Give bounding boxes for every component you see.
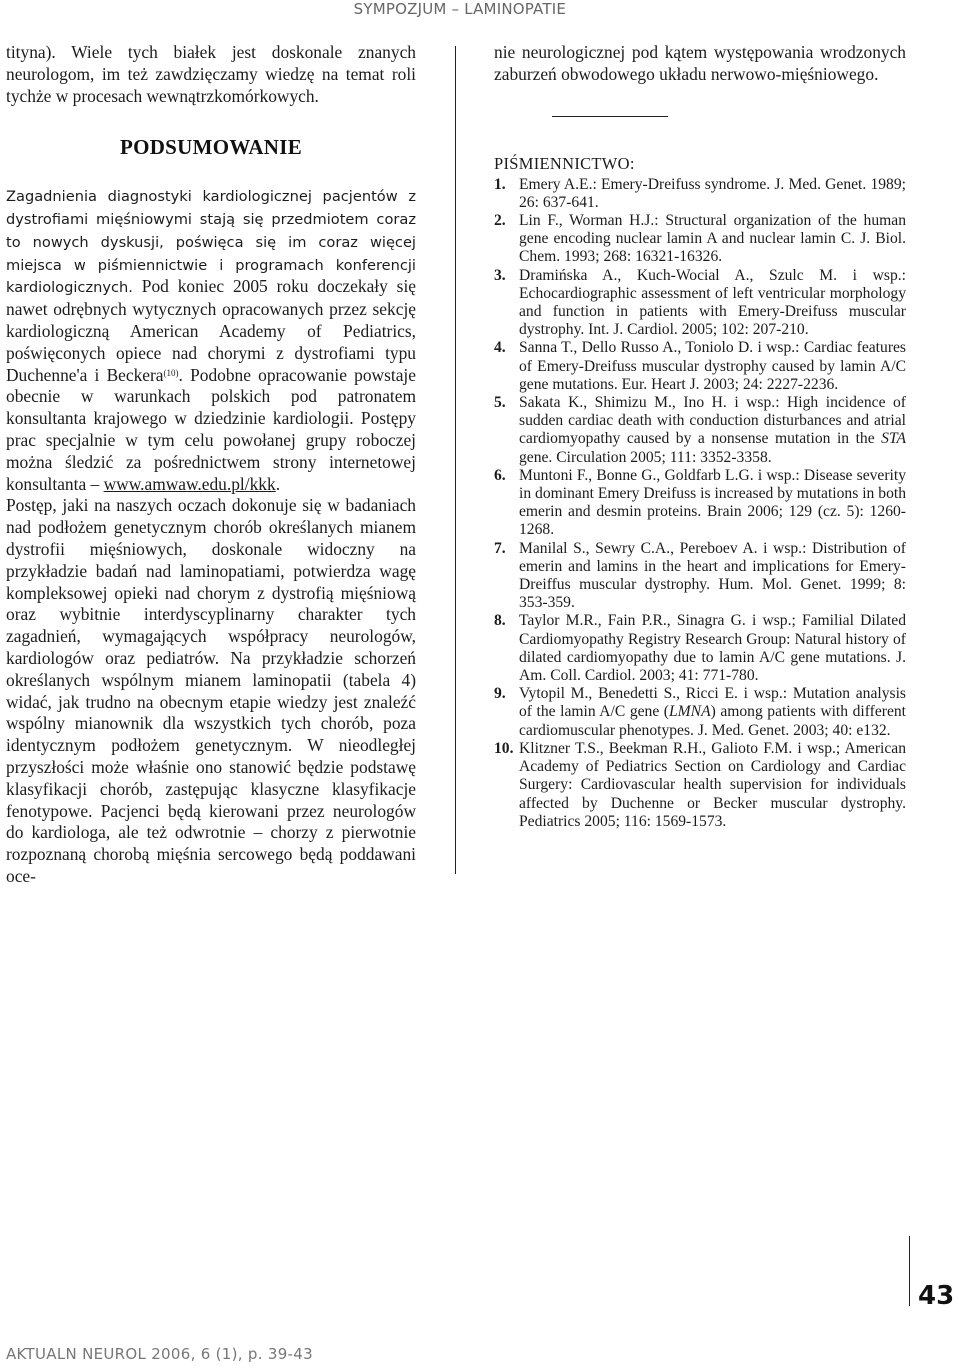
column-divider: [455, 46, 456, 874]
reference-number: 1.: [494, 175, 506, 193]
reference-item: [494, 176, 906, 212]
page-number: 43: [918, 1281, 955, 1311]
citation-sup: (10): [163, 367, 179, 378]
references-title: PIŚMIENNICTWO:: [494, 153, 635, 173]
reference-item: [494, 740, 906, 831]
reference-text-cont: gene. Circulation 2005; 111: 3352-3358.: [519, 448, 772, 466]
footer-citation: AKTUALN NEUROL 2006, 6 (1), p. 39-43: [6, 1345, 313, 1363]
references-list: [494, 176, 906, 831]
reference-number: 2.: [494, 212, 506, 229]
reference-text: Muntoni F., Bonne G., Goldfarb L.G. i wsp.: Disease severity in dominant Emery Dreifuss is increased by mutations in both emerin and desmin proteins. Brain 2006; 129 (cz. 5): 1260-1268.: [519, 466, 906, 539]
reference-text: Sanna T., Dello Russo A., Toniolo D. i wsp.: Cardiac features of Emery-Dreifuss muscular dystrophy caused by lamin A/C gene mutations. Eur. Heart J. 2003; 24: 2227-2236.: [519, 339, 906, 393]
reference-text: Klitzner T.S., Beekman R.H., Galioto F.M. i wsp.; American Academy of Pediatrics Section on Cardiology and Cardiac Surgery: Cardiovascular health supervision for individuals affected by Duchenne or Becker muscular dystrophy. Pediatrics 2005; 116: 1569-1573.: [519, 739, 906, 830]
reference-text: Lin F., Worman H.J.: Structural organization of the human gene encoding nuclear lamin A and nuclear lamin C. J. Biol. Chem. 1993; 268: 16321-16326.: [519, 212, 906, 266]
reference-text: Taylor M.R., Fain P.R., Sinagra G. i wsp.; Familial Dilated Cardiomyopathy Registry Research Group: Natural history of dilated cardiomyopathy due to lamin A/C gene mutations. J. Am. Coll. Cardiol. 2003; 41: 771-780.: [519, 612, 906, 685]
summary-end-period: .: [275, 473, 281, 494]
reference-number: 4.: [494, 339, 506, 357]
reference-number: 6.: [494, 466, 506, 484]
reference-number: 8.: [494, 612, 506, 630]
reference-number: 10.: [494, 739, 514, 757]
running-head: SYMPOZJUM – LAMINOPATIE: [353, 0, 566, 18]
reference-text: Vytopil M., Benedetti S., Ricci E. i wsp.: Mutation analysis of the lamin A/C gene (: [519, 685, 906, 721]
reference-number: 7.: [494, 539, 506, 557]
summary-paragraph-2: Postęp, jaki na naszych oczach dokonuje się w badaniach nad podłożem genetycznym chorób określanych mianem dystrofii mięśniowych, doskonale widoczny na przykładzie badań nad laminopatiami, potwierdza wagę kompleksowej opieki nad chorym z dystrofią mięśniową oraz wybitnie interdyscyplinarny charakter tych zagadnień, wymagających współpracy neurologów, kardiologów oraz pediatrów. Na przykładzie schorzeń określanych wspólnym mianem laminopatii (tabela 4) widać, jak trudno na obecnym etapie wiedzy jest znaleźć wspólny mianownik dla wszystkich tych chorób, poza identycznym podłożem genetycznym. W nieodległej przyszłości może właśnie ono stanowić będzie podstawę klasyfikacji chorób, zastępując klasyczne klasyfikacje fenotypowe. Pacjenci będą kierowani przez neurologów do kardiologa, ale też odwrotnie – chorzy z pierwotnie rozpoznaną chorobą mięśnia sercowego będą poddawani oce-: [6, 495, 416, 886]
intro-paragraph: tityna). Wiele tych białek jest doskonale znanych neurologom, im też zawdzięczamy wiedzę na temat roli tychże w procesach wewnątrzkomórkowych.: [6, 42, 416, 106]
summary-national-text: . Podobne opracowanie powstaje obecnie w warunkach polskich pod patronatem konsultanta krajowego w dziedzinie kardiologii. Postępy prac specjalnie w tym celu powołanej grupy roboczej można śledzić za pośrednictwem strony internetowej konsultanta –: [6, 364, 416, 494]
section-rule: [552, 116, 668, 117]
summary-paragraph-1: [6, 185, 416, 495]
reference-text: Emery A.E.: Emery-Dreifuss syndrome. J. Med. Genet. 1989; 26: 637-641.: [519, 175, 906, 211]
summary-guidelines-text: Pod koniec 2005 roku doczekały się nawet odrębnych wytycznych opracowanych przez sekcję kardiologiczną American Academy of Pediatrics, poświęconych opiece nad chorymi z dystrofiami typu Duchenne'a i Beckera: [6, 276, 416, 385]
summary-sans-text: Zagadnienia diagnostyki kardiologicznej pacjentów z dystrofiami mięśniowymi stają się przedmiotem coraz to nowych dyskusji, poświęca się im coraz więcej miejsca w piśmiennictwie i programach konferencji kardiologicznych.: [6, 188, 416, 297]
reference-gene-italic: STA: [881, 430, 906, 448]
reference-number: 3.: [494, 266, 506, 284]
reference-item: [494, 467, 906, 540]
reference-text-cont: ) among patients with different cardiomuscular phenotypes. J. Med. Genet. 2003; 40: e132.: [519, 703, 906, 739]
reference-item: [494, 685, 906, 740]
consultant-website-link[interactable]: www.amwaw.edu.pl/kkk: [103, 473, 276, 494]
reference-item: [494, 339, 906, 394]
left-column: [6, 42, 416, 888]
reference-number: 9.: [494, 685, 506, 703]
reference-gene-italic: LMNA: [669, 703, 711, 721]
reference-item: [494, 394, 906, 467]
section-heading: PODSUMOWANIE: [119, 135, 303, 160]
continuation-paragraph: nie neurologicznej pod kątem występowania wrodzonych zaburzeń obwodowego układu nerwowo-mięśniowego.: [494, 42, 906, 84]
page-number-rule: [909, 1236, 910, 1306]
reference-item: [494, 540, 906, 613]
reference-item: [494, 212, 906, 267]
reference-text: Manilal S., Sewry C.A., Pereboev A. i wsp.: Distribution of emerin and lamins in the heart and implications for Emery-Dreiffus muscular dystrophy. Hum. Mol. Genet. 1999; 8: 353-359.: [519, 539, 906, 612]
right-column: [494, 42, 906, 831]
reference-text: Sakata K., Shimizu M., Ino H. i wsp.: High incidence of sudden cardiac death with conduction disturbances and atrial cardiomyopathy caused by a nonsense mutation in the: [519, 394, 906, 448]
reference-item: [494, 267, 906, 340]
reference-text: Dramińska A., Kuch-Wocial A., Szulc M. i wsp.: Echocardiographic assessment of left ventricular morphology and function in patients with Emery-Dreifuss muscular dystrophy. Int. J. Cardiol. 2005; 102: 207-210.: [519, 266, 906, 339]
reference-number: 5.: [494, 394, 506, 412]
reference-item: [494, 612, 906, 685]
